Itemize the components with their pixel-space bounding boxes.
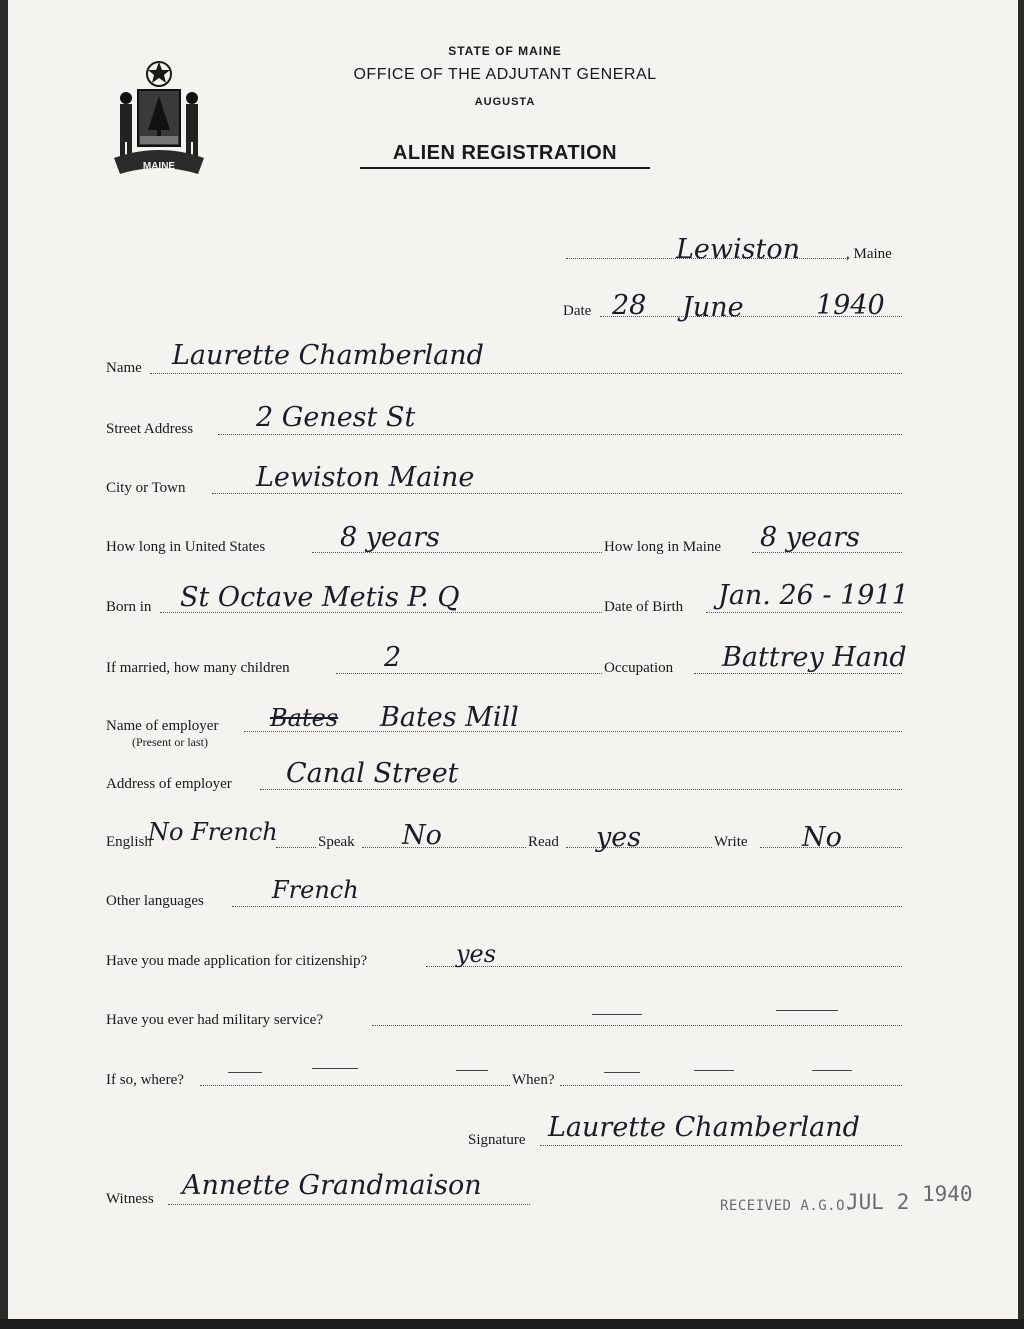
occupation-label: Occupation bbox=[604, 660, 674, 676]
name-line bbox=[150, 373, 902, 374]
town-value: Lewiston bbox=[676, 234, 801, 265]
born-in-label: Born in bbox=[106, 599, 152, 615]
how-long-maine-label: How long in Maine bbox=[604, 539, 722, 555]
speak-value: No bbox=[402, 820, 442, 851]
employer-address-value: Canal Street bbox=[286, 758, 459, 789]
employer-line bbox=[244, 731, 902, 732]
where-blank-dash bbox=[456, 1070, 488, 1071]
city-label: City or Town bbox=[106, 480, 186, 496]
street-value: 2 Genest St bbox=[256, 402, 416, 433]
children-line bbox=[336, 673, 602, 674]
other-languages-value: French bbox=[272, 876, 359, 904]
military-label: Have you ever had military service? bbox=[106, 1012, 323, 1028]
witness-value: Annette Grandmaison bbox=[182, 1170, 482, 1201]
how-long-maine-value: 8 years bbox=[760, 522, 860, 553]
military-line bbox=[372, 1025, 902, 1026]
employer-address-line bbox=[260, 789, 902, 790]
signature-value: Laurette Chamberland bbox=[548, 1112, 860, 1143]
signature-line bbox=[540, 1145, 902, 1146]
date-of-birth-label: Date of Birth bbox=[604, 599, 684, 615]
citizenship-line bbox=[426, 966, 902, 967]
how-long-us-value: 8 years bbox=[340, 522, 440, 553]
military-blank-dash bbox=[592, 1014, 642, 1015]
when-line bbox=[560, 1085, 902, 1086]
employer-value: Bates Mill bbox=[380, 702, 519, 733]
header-office: OFFICE OF THE ADJUTANT GENERAL bbox=[353, 66, 657, 83]
children-label: If married, how many children bbox=[106, 660, 290, 676]
where-line bbox=[200, 1085, 510, 1086]
children-value: 2 bbox=[384, 642, 402, 673]
received-stamp-date: JUL 2 bbox=[846, 1190, 910, 1214]
speak-line bbox=[362, 847, 526, 848]
name-label: Name bbox=[106, 360, 142, 376]
write-value: No bbox=[802, 822, 842, 853]
received-stamp-text: RECEIVED A.G.O. bbox=[720, 1198, 854, 1214]
other-languages-line bbox=[232, 906, 902, 907]
read-label: Read bbox=[528, 834, 559, 850]
where-blank-dash bbox=[228, 1072, 262, 1073]
where-label: If so, where? bbox=[106, 1072, 184, 1088]
when-blank-dash bbox=[604, 1072, 640, 1073]
date-year-value: 1940 bbox=[816, 290, 885, 321]
when-blank-dash bbox=[694, 1070, 734, 1071]
write-label: Write bbox=[714, 834, 748, 850]
street-label: Street Address bbox=[106, 421, 194, 437]
date-of-birth-line bbox=[706, 612, 902, 613]
state-of-maine-seal-icon bbox=[108, 58, 210, 186]
citizenship-label: Have you made application for citizenship? bbox=[106, 953, 368, 969]
date-label: Date bbox=[563, 303, 592, 319]
occupation-line bbox=[694, 673, 902, 674]
header-city: AUGUSTA bbox=[474, 96, 536, 108]
where-blank-dash bbox=[312, 1068, 358, 1069]
witness-label: Witness bbox=[106, 1191, 154, 1207]
form-title: ALIEN REGISTRATION bbox=[360, 142, 650, 169]
city-line bbox=[212, 493, 902, 494]
maine-label: , Maine bbox=[846, 246, 892, 262]
how-long-us-label: How long in United States bbox=[106, 539, 266, 555]
when-label: When? bbox=[512, 1072, 555, 1088]
citizenship-value: yes bbox=[456, 940, 497, 968]
scan-edge-left bbox=[0, 0, 8, 1329]
born-in-value: St Octave Metis P. Q bbox=[180, 582, 460, 613]
city-value: Lewiston Maine bbox=[256, 462, 475, 493]
name-value: Laurette Chamberland bbox=[172, 340, 484, 371]
read-value: yes bbox=[596, 822, 642, 853]
speak-label: Speak bbox=[318, 834, 355, 850]
english-line bbox=[276, 847, 316, 848]
other-languages-label: Other languages bbox=[106, 893, 204, 909]
english-value: No French bbox=[148, 818, 278, 846]
employer-address-label: Address of employer bbox=[106, 776, 232, 792]
street-line bbox=[218, 434, 902, 435]
when-blank-dash bbox=[812, 1070, 852, 1071]
date-day-value: 28 bbox=[612, 290, 647, 321]
english-label: English bbox=[106, 834, 152, 850]
employer-label: Name of employer bbox=[106, 718, 219, 734]
scan-edge-right bbox=[1018, 0, 1024, 1329]
employer-struck-value: Bates bbox=[270, 704, 339, 732]
received-stamp-year: 1940 bbox=[922, 1182, 973, 1206]
military-blank-dash bbox=[776, 1010, 838, 1011]
svg-text:MAINE: MAINE bbox=[142, 161, 176, 172]
header-state: STATE OF MAINE bbox=[448, 44, 562, 58]
employer-sublabel: (Present or last) bbox=[132, 735, 208, 749]
scan-edge-bottom bbox=[0, 1319, 1024, 1329]
witness-line bbox=[168, 1204, 530, 1205]
signature-label: Signature bbox=[468, 1132, 526, 1148]
date-month-value: June bbox=[682, 292, 744, 323]
date-of-birth-value: Jan. 26 - 1911 bbox=[718, 580, 909, 611]
occupation-value: Battrey Hand bbox=[722, 642, 907, 673]
